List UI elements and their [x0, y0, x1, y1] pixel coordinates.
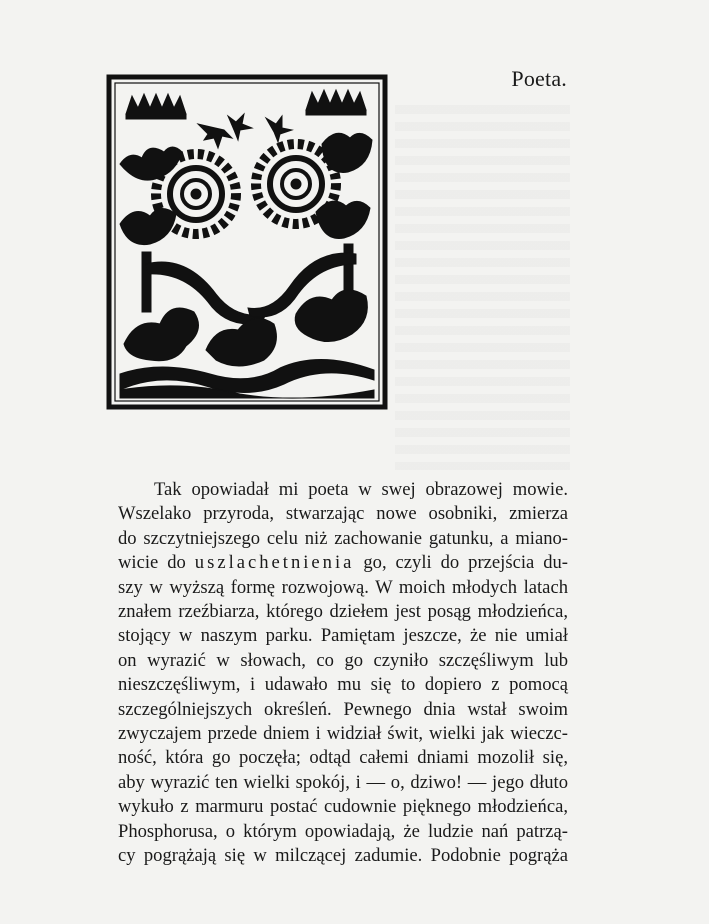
text-line: nieszczęśliwym, i udawało mu się to dopiero z pomocą	[118, 674, 568, 696]
text-line: do szczytniejszego celu niż zachowanie gatunku, a miano-	[118, 527, 568, 549]
text-line: aby wyrazić ten wielki spokój, i — o, dziwo! — jego dłuto	[118, 771, 568, 793]
body-paragraph	[118, 478, 568, 869]
text-line: znałem rzeźbiarza, którego dziełem jest posąg młodzieńca,	[118, 601, 568, 623]
running-head: Poeta.	[511, 66, 567, 91]
decorative-woodcut	[106, 74, 388, 410]
show-through-text	[395, 105, 570, 470]
text-run: go, czyli do przejścia du-	[354, 552, 568, 574]
text-line: on wyrazić w słowach, co go czyniło szczęśliwym lub	[118, 649, 568, 671]
text-line: Tak opowiadał mi poeta w swej obrazowej mowie.	[154, 479, 568, 500]
crown-right-icon	[306, 90, 366, 110]
crown-left-icon	[126, 94, 186, 114]
text-line: Phosphorusa, o którym opowiadają, że ludzie nań patrzą-	[118, 820, 568, 842]
text-run: wicie do	[118, 552, 195, 574]
text-line	[118, 551, 568, 575]
text-line: wykuło z marmuru postać cudownie pięknego młodzieńca,	[118, 796, 568, 818]
text-line: Wszelako przyroda, stwarzając nowe osobniki, zmierza	[118, 503, 568, 525]
text-line: cy pogrążają się w milczącej zadumie. Podobnie pogrąża	[118, 845, 568, 867]
text-line: szczególniejszych określeń. Pewnego dnia wstał swoim	[118, 698, 568, 720]
text-line: zwyczajem przede dniem i widział świt, wielki jak wieczc-	[118, 723, 568, 745]
text-line: stojący w naszym parku. Pamiętam jeszcze, że nie umiał	[118, 625, 568, 647]
text-line: szy w wyższą formę rozwojową. W moich młodych latach	[118, 576, 568, 598]
text-line: ność, która go poczęła; odtąd całemi dniami mozolił się,	[118, 747, 568, 769]
spaced-emphasis: uszlachetnienia	[194, 552, 355, 574]
